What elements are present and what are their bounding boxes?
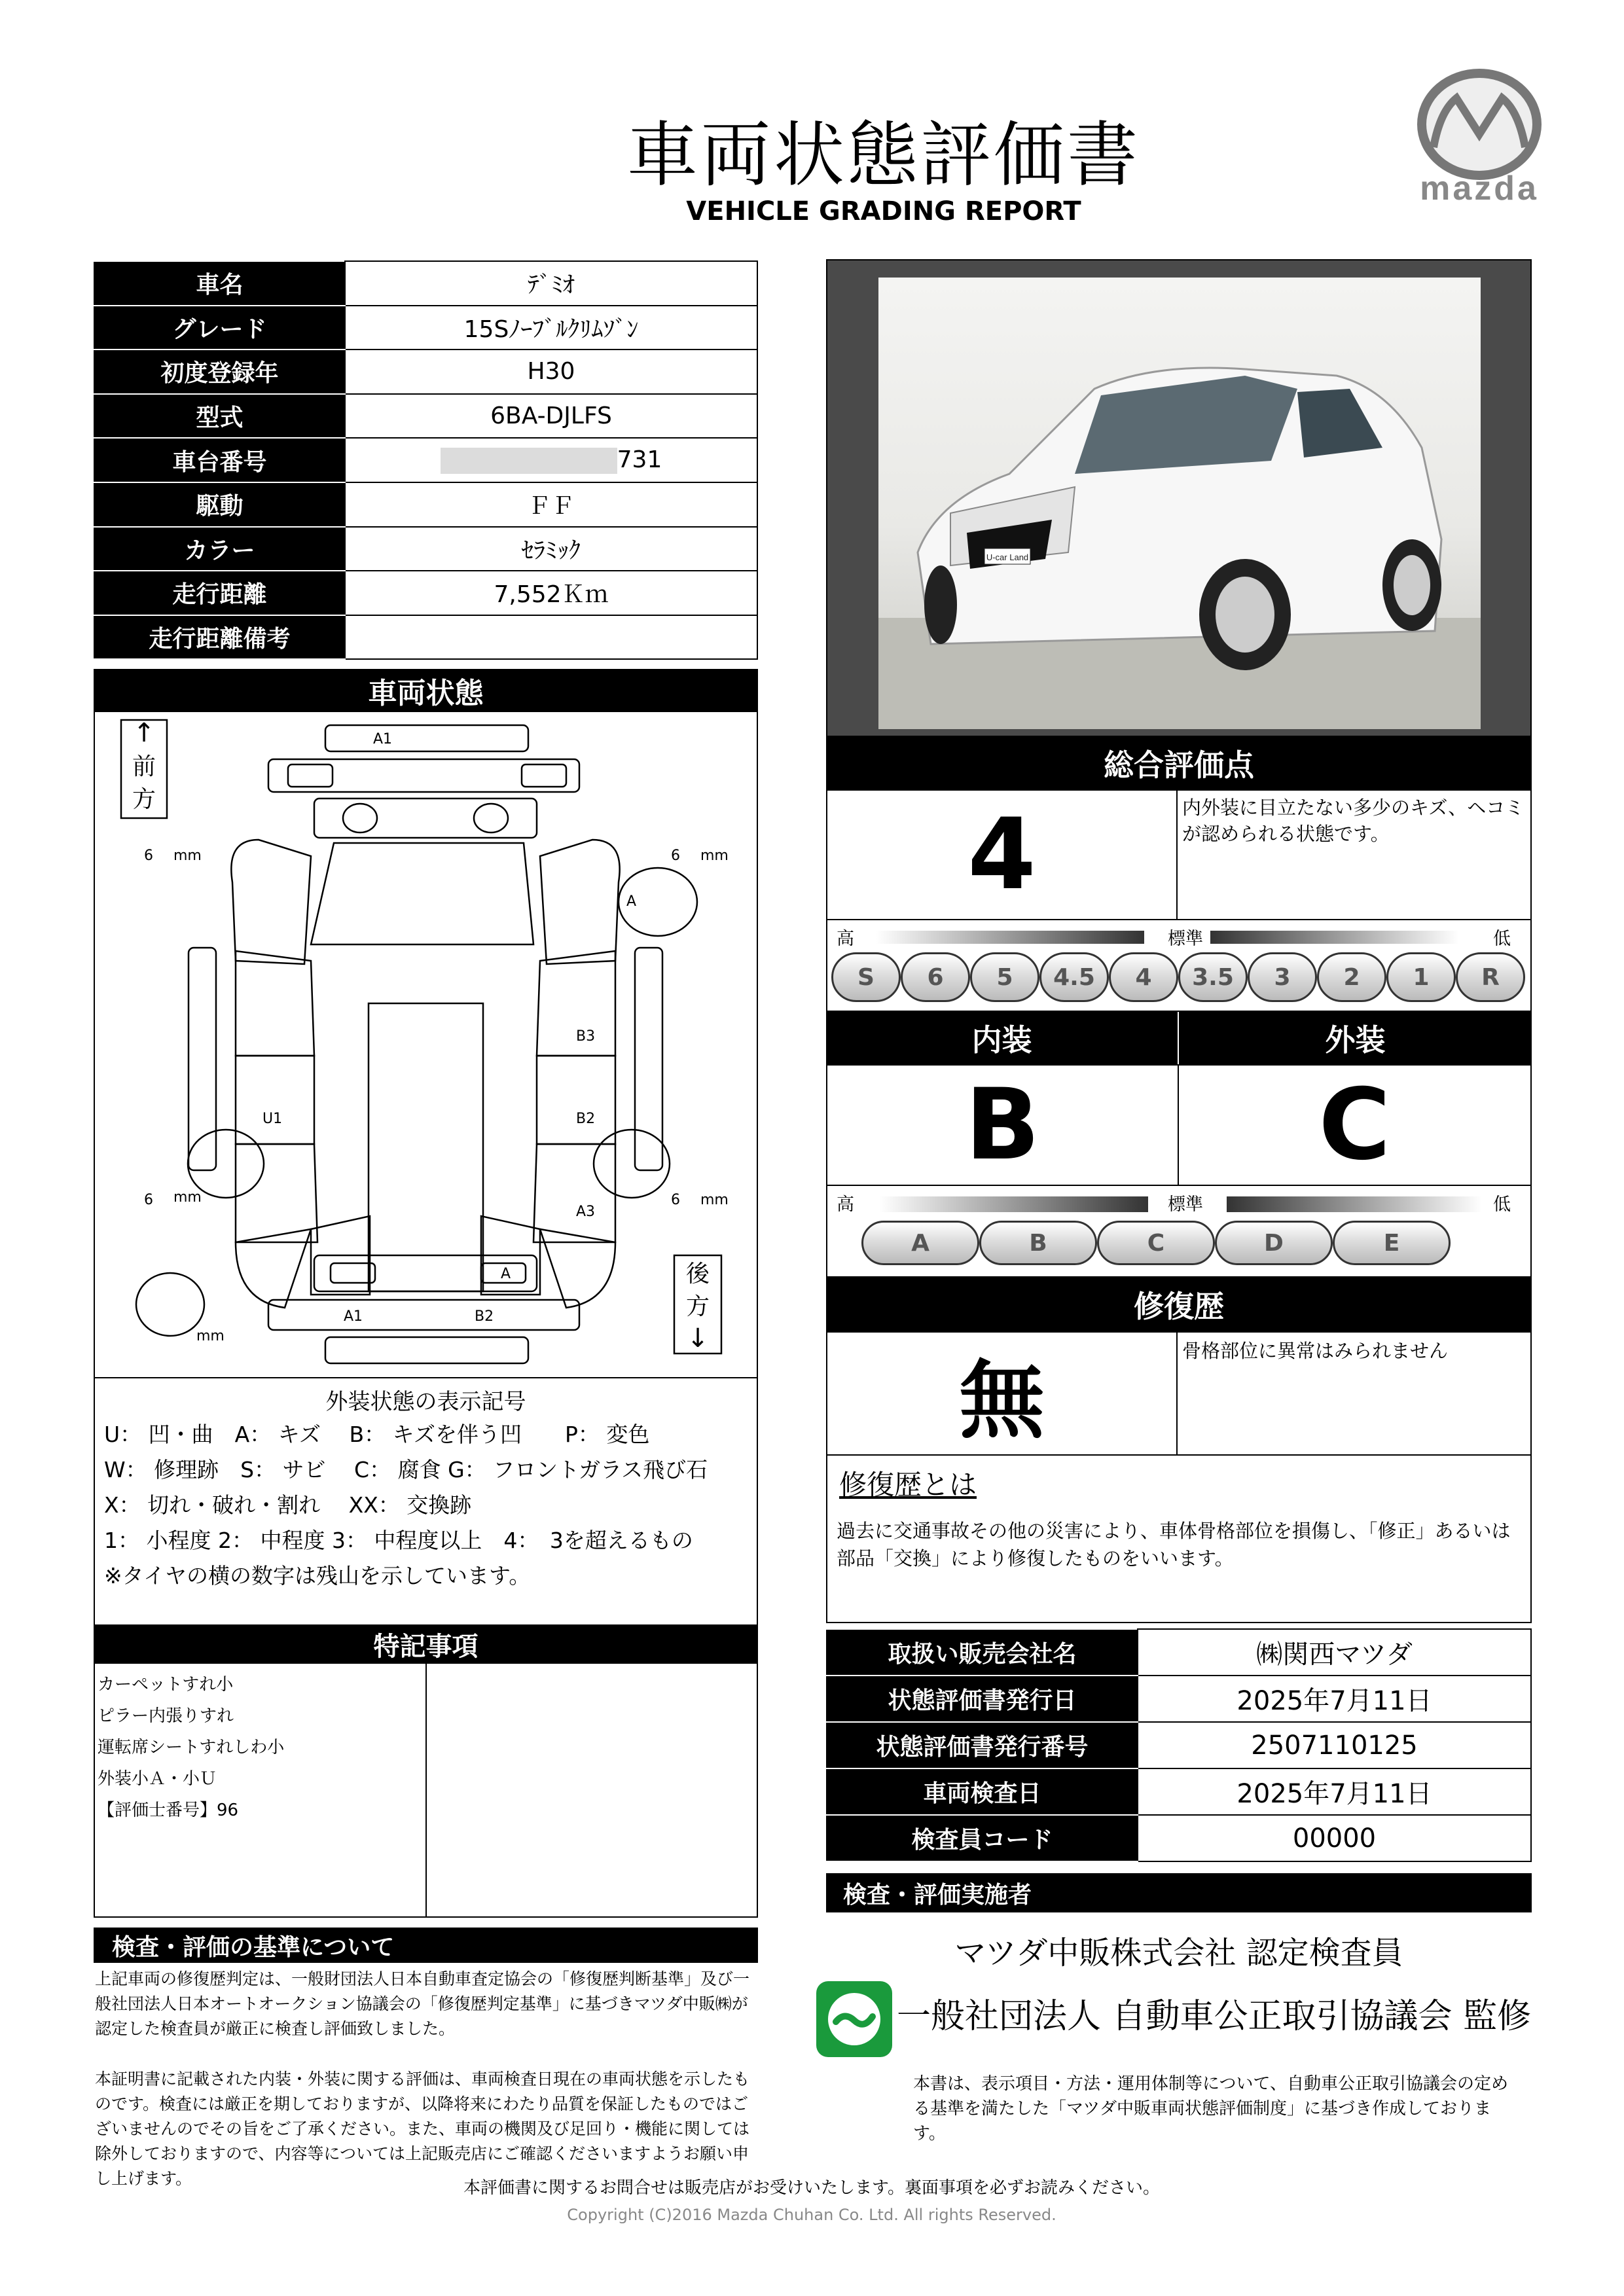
grade-scale-gradient-right [1227, 1196, 1482, 1212]
note-item: カーペットすれ小 [98, 1675, 234, 1695]
repair-box [826, 1331, 1532, 1456]
special-notes-list [95, 1664, 427, 1916]
row-dealer [827, 1629, 1531, 1676]
note-item: 【評価士番号】96 [98, 1801, 239, 1820]
overall-scale-gradient-left [876, 931, 1144, 944]
scale-chip: 1 [1386, 952, 1456, 1002]
mark-a-right: A [626, 893, 637, 910]
overall-comment: 内外装に目立たない多少のキズ、ヘコミが認められる状態です。 [1182, 797, 1525, 845]
grade-scale-low: 低 [1493, 1194, 1511, 1215]
scale-chip: 2 [1317, 952, 1386, 1002]
row-drive [94, 482, 757, 527]
overall-score: 4 [827, 791, 1178, 919]
tread-fr: 6 [671, 848, 680, 864]
label-drive: 駆動 [94, 482, 345, 527]
special-notes-box [94, 1662, 758, 1918]
repair-def-text: 過去に交通事故その他の災害により、車体骨格部位を損傷し、「修正」あるいは部品「交換」により修復したものをいいます。 [837, 1520, 1511, 1570]
repair-header: 修復歴 [826, 1278, 1532, 1331]
front-arrow: ↑ [133, 718, 155, 748]
tread-spare-unit: mm [196, 1328, 225, 1344]
row-color [94, 527, 757, 571]
certifier-text: マツダ中販株式会社 認定検査員 [954, 1935, 1403, 1971]
label-first-registration: 初度登録年 [94, 350, 345, 394]
note-item: 運転席シートすれしわ小 [98, 1738, 285, 1757]
value-chassis-number: 731 [617, 446, 662, 474]
mazda-logo [1394, 65, 1564, 216]
grades-box [826, 1064, 1532, 1186]
value-car-name: ﾃﾞﾐｵ [345, 261, 757, 306]
row-car-name [94, 261, 757, 306]
label-inspector-code: 検査員コード [827, 1815, 1138, 1861]
label-grade: グレード [94, 306, 345, 350]
report-title: 車両状態評価書 [626, 115, 1140, 196]
grade-scale-high: 高 [837, 1194, 854, 1215]
rear-label-1: 後 [685, 1261, 710, 1287]
legend-line: W： 修理跡 S： サビ C： 腐食 G： フロントガラス飛び石 [104, 1457, 708, 1482]
overall-header: 総合評価点 [826, 737, 1532, 789]
footer-copyright: Copyright (C)2016 Mazda Chuhan Co. Ltd. All rights Reserved. [567, 2206, 1056, 2224]
scale-chip: S [831, 952, 901, 1002]
mark-b2-right: B2 [576, 1111, 596, 1127]
repair-definition-box [826, 1456, 1532, 1623]
value-model-code: 6BA-DJLFS [345, 394, 757, 439]
label-model-code: 型式 [94, 394, 345, 439]
tread-rl-unit: mm [173, 1189, 202, 1206]
report-subtitle: VEHICLE GRADING REPORT [686, 196, 1081, 226]
value-issue-number: 2507110125 [1138, 1722, 1531, 1768]
legend-line: U： 凹・曲 A： キズ B： キズを伴う凹 P： 変色 [104, 1422, 650, 1447]
row-grade [94, 306, 757, 350]
scale-chip: 3 [1248, 952, 1317, 1002]
row-issue-date [827, 1676, 1531, 1722]
grade-scale-chips [861, 1220, 1451, 1266]
legend-title: 外装状態の表示記号 [325, 1389, 526, 1415]
mark-b3: B3 [576, 1028, 596, 1045]
label-issue-date: 状態評価書発行日 [827, 1676, 1138, 1722]
note-item: ピラー内張りすれ [98, 1706, 234, 1726]
front-label-2: 方 [132, 786, 156, 813]
label-chassis-number: 車台番号 [94, 438, 345, 482]
interior-grade: B [827, 1066, 1179, 1185]
inspector-title: 検査・評価実施者 [843, 1881, 1032, 1909]
row-first-registration [94, 350, 757, 394]
criteria-para-2: 本証明書に記載された内装・外装に関する評価は、車両検査日現在の車両状態を示したものです。検査には厳正を期しておりますが、以降将来にわたり品質を保証したものではございませんのでその旨をご了承ください。また、車両の機関及び足回り・機能に関しては除外しておりますので、内容等については上記販売店にご確認くださいますようお願い申し上げます。 [95, 2070, 750, 2188]
mark-u1: U1 [262, 1111, 283, 1127]
tread-rl: 6 [144, 1192, 153, 1208]
dealer-table [826, 1628, 1532, 1862]
value-dealer: ㈱関西マツダ [1138, 1629, 1531, 1676]
condition-header: 車両状態 [94, 669, 758, 712]
legend-line: ※タイヤの横の数字は残山を示しています。 [104, 1563, 531, 1588]
exterior-header: 外装 [1179, 1012, 1532, 1064]
scale-chip: 4.5 [1039, 952, 1109, 1002]
row-mileage-note [94, 615, 757, 660]
brand-wordmark: mazda [1420, 170, 1539, 207]
special-notes-header: 特記事項 [94, 1624, 758, 1664]
row-inspection-date [827, 1768, 1531, 1815]
row-issue-number [827, 1722, 1531, 1768]
vehicle-info-table [94, 260, 758, 660]
mark-a1-top: A1 [373, 731, 393, 747]
overall-scale [826, 920, 1532, 1012]
row-mileage [94, 571, 757, 615]
mark-b2-rear: B2 [475, 1308, 494, 1325]
scale-chip: 5 [970, 952, 1039, 1002]
row-inspector-code [827, 1815, 1531, 1861]
footer-inquiry: 本評価書に関するお問合せは販売店がお受けいたします。裏面事項を必ずお読みください。 [463, 2178, 1160, 2198]
overall-box [826, 789, 1532, 920]
photo-plate: U-car Land [986, 552, 1029, 562]
criteria-header [94, 1928, 758, 1963]
vehicle-photo-frame [826, 259, 1532, 737]
grade-scale [826, 1186, 1532, 1278]
criteria-para-1: 上記車両の修復歴判定は、一般財団法人日本自動車査定協会の「修復歴判断基準」及び一般社団法人日本オートオークション協議会の「修復歴判定基準」に基づきマツダ中販㈱が認定した検査員が厳正に検査し評価致しました。 [95, 1969, 750, 2038]
overall-scale-chips [831, 952, 1525, 1003]
value-color: ｾﾗﾐｯｸ [345, 527, 757, 571]
overall-scale-high: 高 [837, 929, 854, 949]
grade-scale-gradient-left [880, 1196, 1148, 1212]
tread-fr-unit: mm [700, 848, 729, 864]
tread-rr: 6 [671, 1192, 680, 1208]
council-logo-icon [815, 1980, 893, 2058]
label-color: カラー [94, 527, 345, 571]
label-mileage-note: 走行距離備考 [94, 615, 345, 660]
repair-comment: 骨格部位に異常はみられません [1182, 1340, 1449, 1362]
rear-label-2: 方 [685, 1293, 710, 1320]
value-inspection-date: 2025年7月11日 [1138, 1768, 1531, 1815]
label-mileage: 走行距離 [94, 571, 345, 615]
mark-a-rear: A [501, 1266, 511, 1282]
overall-scale-low: 低 [1493, 929, 1511, 949]
value-grade: 15Sﾉｰﾌﾞﾙｸﾘﾑｿﾞﾝ [345, 306, 757, 350]
value-mileage: 7,552Ｋｍ [345, 571, 757, 615]
legend-line: X： 切れ・破れ・割れ XX： 交換跡 [104, 1492, 472, 1518]
grade-chip: A [861, 1221, 979, 1265]
overall-scale-mid: 標準 [1168, 929, 1203, 949]
legend-line: 1： 小程度 2： 中程度 3： 中程度以上 4： 3を超えるもの [104, 1528, 693, 1553]
note-item: 外装小Ａ・小Ｕ [98, 1769, 217, 1789]
exterior-grade: C [1318, 1068, 1391, 1182]
grade-chip: B [979, 1221, 1097, 1265]
tread-fl-unit: mm [173, 848, 202, 864]
overall-scale-gradient-right [1210, 931, 1459, 944]
value-issue-date: 2025年7月11日 [1138, 1676, 1531, 1722]
tread-rr-unit: mm [700, 1192, 729, 1208]
redacted-block [441, 448, 617, 474]
label-issue-number: 状態評価書発行番号 [827, 1722, 1138, 1768]
legend-box [94, 1378, 758, 1627]
grade-chip: E [1333, 1221, 1451, 1265]
mark-a1-rear: A1 [344, 1308, 363, 1325]
row-model-code [94, 394, 757, 439]
repair-def-title: 修復歴とは [839, 1469, 977, 1501]
vehicle-photo [878, 278, 1481, 729]
criteria-title: 検査・評価の基準について [112, 1933, 395, 1961]
value-inspector-code: 00000 [1138, 1815, 1531, 1861]
mark-a3: A3 [576, 1204, 596, 1220]
value-first-registration: H30 [345, 350, 757, 394]
grade-chip: C [1097, 1221, 1215, 1265]
scale-chip: 4 [1109, 952, 1178, 1002]
council-text: 一般社団法人 自動車公正取引協議会 監修 [897, 1997, 1532, 2036]
grade-scale-mid: 標準 [1168, 1194, 1203, 1215]
label-dealer: 取扱い販売会社名 [827, 1629, 1138, 1676]
interior-header: 内装 [826, 1012, 1179, 1064]
grade-chip: D [1215, 1221, 1333, 1265]
scale-chip: 3.5 [1178, 952, 1248, 1002]
scale-chip: 6 [901, 952, 970, 1002]
value-mileage-note [345, 615, 757, 660]
scale-chip: R [1456, 952, 1525, 1002]
front-label-1: 前 [132, 753, 156, 780]
supervision-note: 本書は、表示項目・方法・運用体制等について、自動車公正取引協議会の定める基準を満たした「マツダ中販車両状態評価制度」に基づき作成しております。 [913, 2074, 1508, 2144]
label-car-name: 車名 [94, 261, 345, 306]
repair-value: 無 [827, 1333, 1178, 1454]
tread-fl: 6 [144, 848, 153, 864]
value-drive: ＦＦ [345, 482, 757, 527]
label-inspection-date: 車両検査日 [827, 1768, 1138, 1815]
damage-diagram [94, 712, 758, 1378]
rear-arrow: ↓ [687, 1323, 709, 1354]
row-chassis-number [94, 438, 757, 482]
inspector-header [826, 1873, 1532, 1912]
